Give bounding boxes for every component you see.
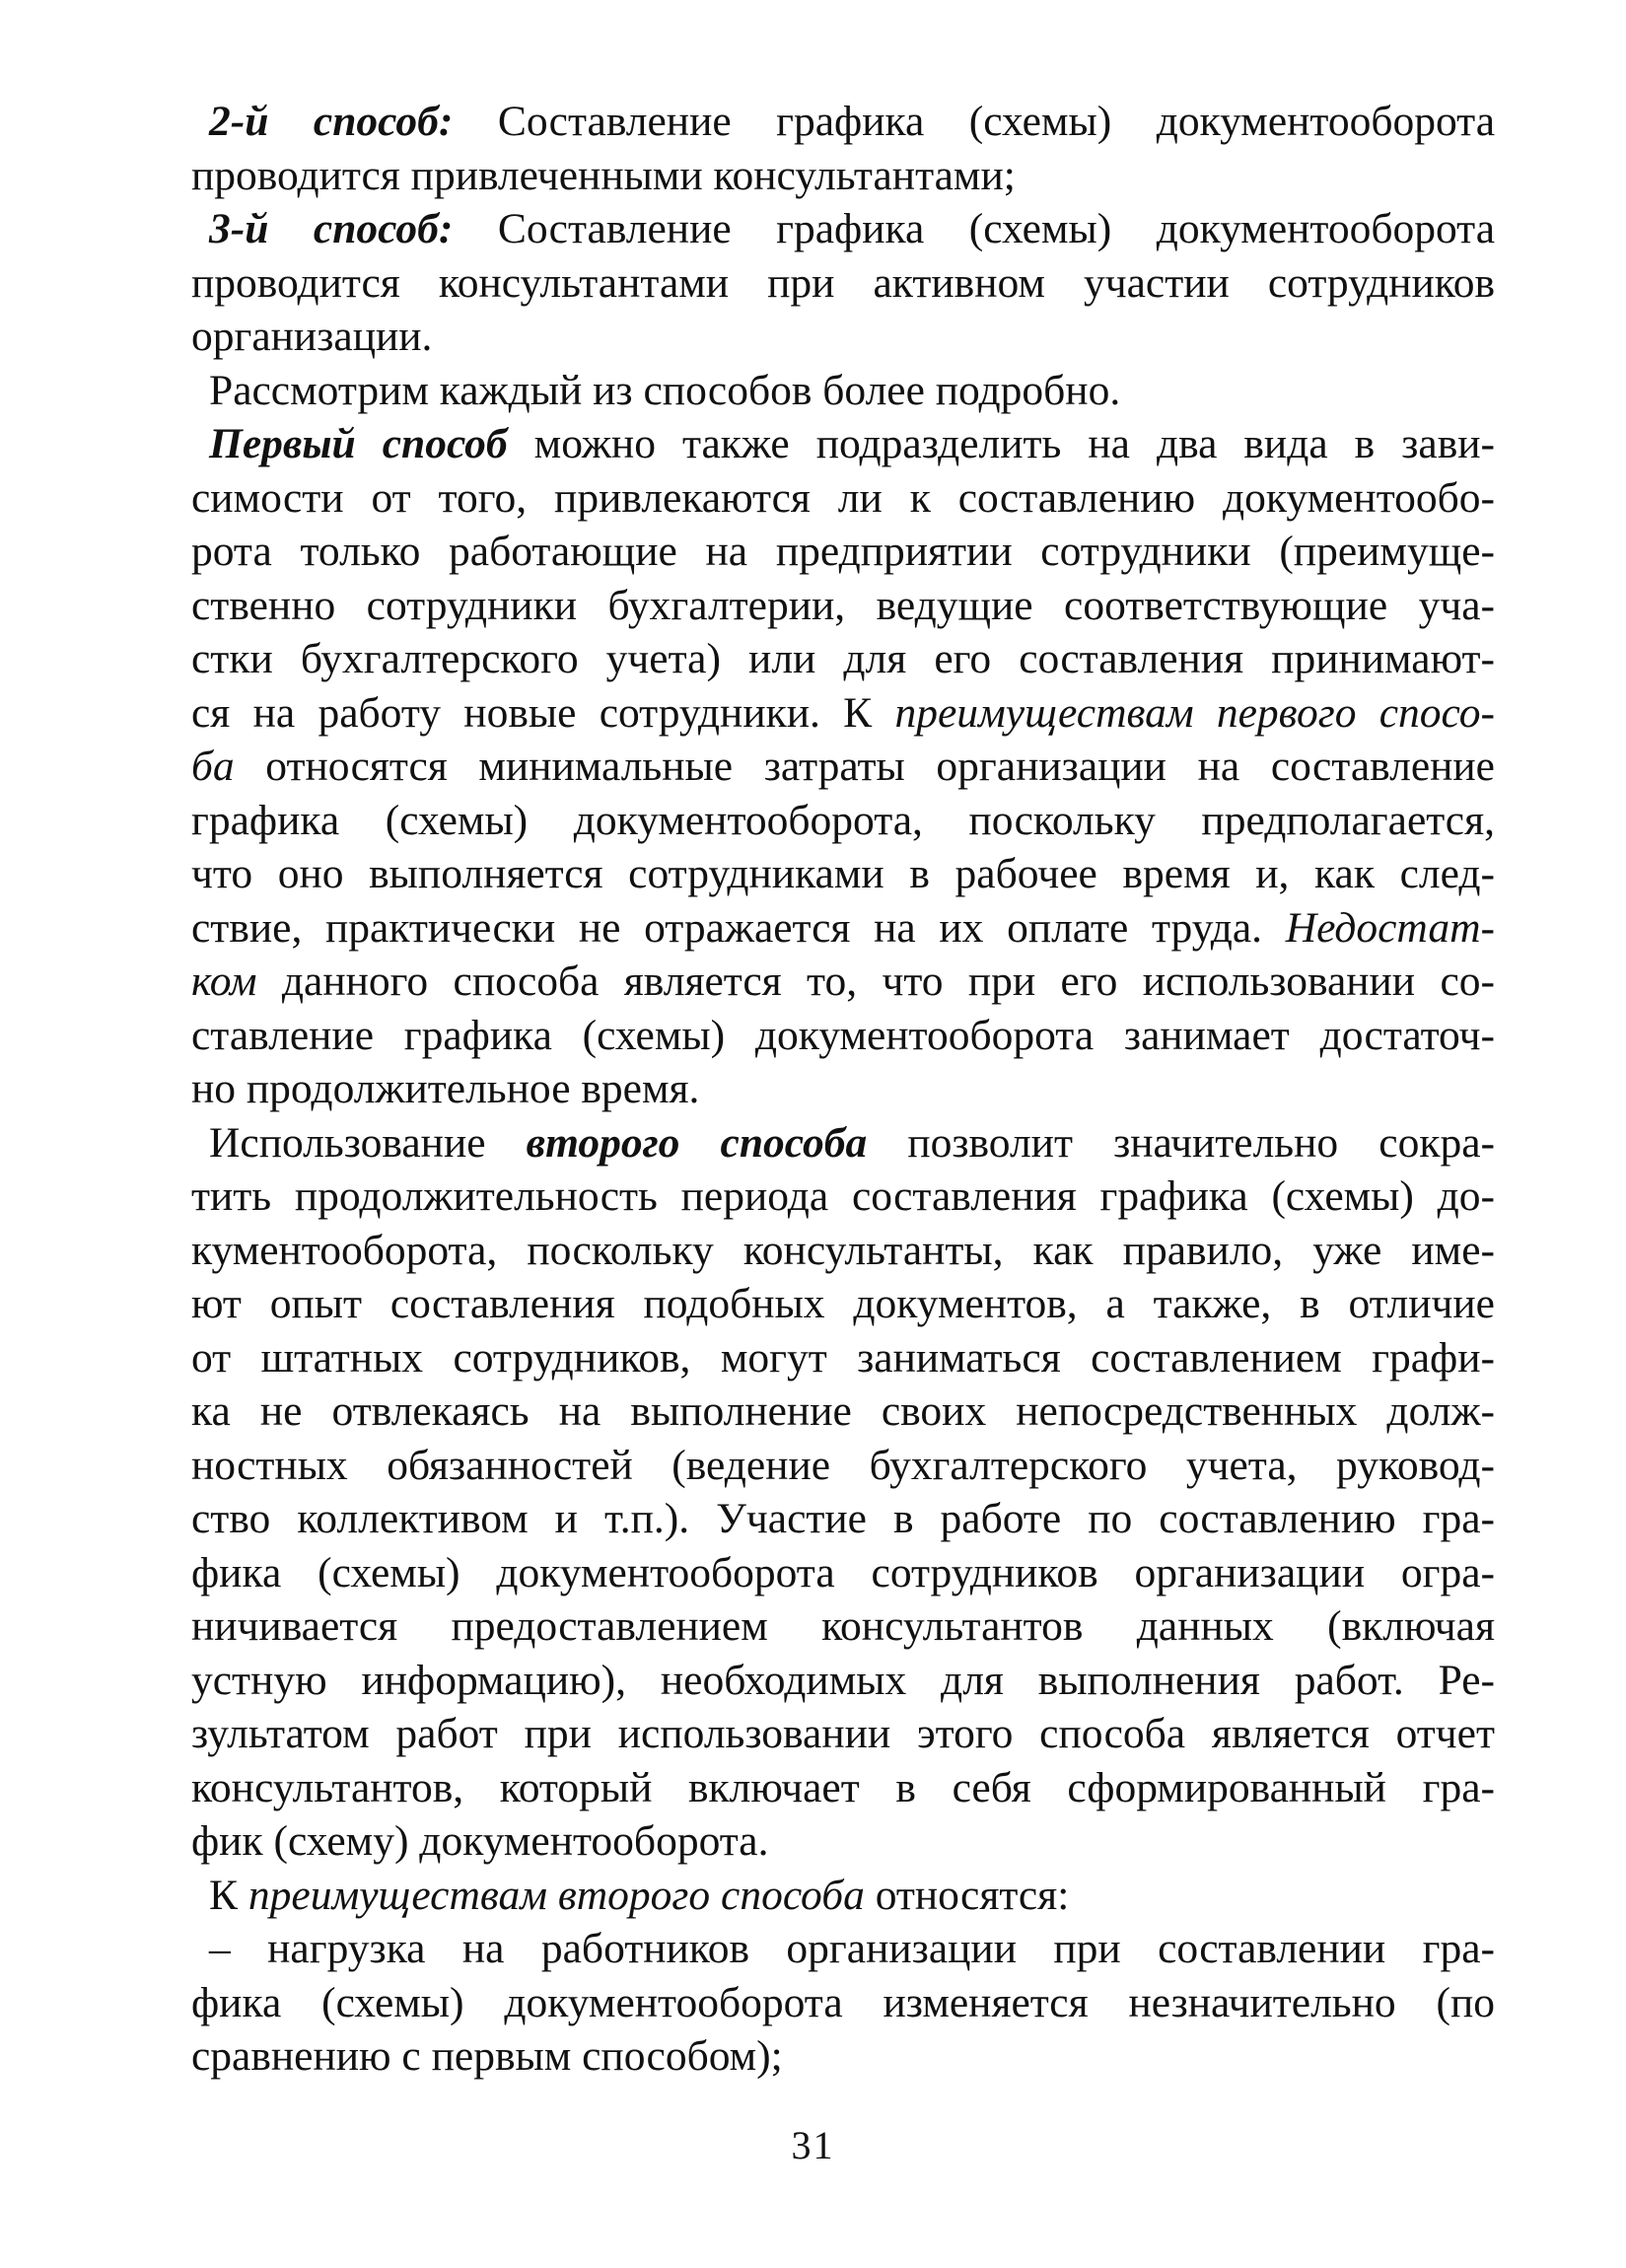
text-run: проводится консультантами при активном участии сотрудников <box>191 258 1495 307</box>
text-line <box>174 256 1495 311</box>
text-line <box>174 686 1495 741</box>
text-run: ют опыт составления подобных документов, а также, в отличие <box>191 1280 1495 1327</box>
text-line <box>174 149 1495 203</box>
paragraph <box>174 1922 1495 2084</box>
text-line <box>174 1009 1495 1063</box>
paragraph <box>174 95 1495 202</box>
text-run: можно также подразделить на два вида в зави- <box>507 420 1495 467</box>
text-run: симости от того, привлекаются ли к составлению документообо- <box>191 473 1495 522</box>
text-line <box>174 1869 1495 1923</box>
text-line <box>174 417 1495 471</box>
text-run: ностных обязанностей (ведение бухгалтерского учета, руковод- <box>191 1441 1495 1489</box>
text-line <box>174 1224 1495 1278</box>
text-run: что оно выполняется сотрудниками в рабочее время и, как след- <box>191 850 1495 897</box>
text-line <box>174 1546 1495 1600</box>
text-run: Составление графика (схемы) документооборота <box>453 205 1495 252</box>
text-run: ка не отвлекаясь на выполнение своих непосредственных долж- <box>191 1387 1495 1435</box>
text-run: рота только работающие на предприятии сотрудники (преимуще- <box>191 528 1495 575</box>
text-line <box>174 1976 1495 2030</box>
emphasis-text: Недостат- <box>1285 903 1495 952</box>
text-line <box>174 901 1495 956</box>
text-run: ствие, практически не отражается на их оплате труда. <box>191 903 1286 952</box>
emphasis-text: Первый способ <box>209 420 508 467</box>
text-run: сравнению с первым способом); <box>191 2032 783 2080</box>
text-run: Составление графика (схемы) документооборота <box>453 98 1495 145</box>
text-line <box>174 2029 1495 2084</box>
text-line <box>174 1654 1495 1708</box>
text-run: зультатом работ при использовании этого способа является отчет <box>191 1710 1495 1757</box>
text-line <box>174 1331 1495 1385</box>
text-run: тить продолжительность периода составления графика (схемы) до- <box>191 1172 1495 1220</box>
text-run: фика (схемы) документооборота сотрудников организации огра- <box>191 1548 1495 1596</box>
paragraph <box>174 417 1495 1116</box>
emphasis-text: ба <box>191 743 235 790</box>
text-line <box>174 1062 1495 1116</box>
text-line <box>174 202 1495 256</box>
text-run: проводится привлеченными консультантами; <box>191 151 1016 199</box>
text-run: Рассмотрим каждый из способов более подробно. <box>209 366 1121 414</box>
text-run: организации. <box>191 313 433 360</box>
emphasis-text: преимуществам второго способа <box>247 1871 865 1919</box>
text-line <box>174 1116 1495 1170</box>
text-line <box>174 794 1495 848</box>
text-line <box>174 1384 1495 1439</box>
text-run: ство коллективом и т.п.). Участие в работе по составлению гра- <box>191 1495 1495 1542</box>
paragraph <box>174 1869 1495 1923</box>
text-run: но продолжительное время. <box>191 1065 700 1112</box>
text-line <box>174 740 1495 794</box>
text-run: ставление графика (схемы) документооборота занимает достаточ- <box>191 1011 1495 1059</box>
paragraph <box>174 364 1495 418</box>
text-run: ственно сотрудники бухгалтерии, ведущие соответствующие уча- <box>191 581 1495 629</box>
text-line <box>174 1169 1495 1224</box>
text-run: Использование <box>209 1118 527 1167</box>
text-line <box>174 1707 1495 1761</box>
text-line <box>174 1761 1495 1815</box>
page-number: 31 <box>791 2123 835 2167</box>
text-run: К <box>209 1871 248 1919</box>
text-run: фика (схемы) документооборота изменяется незначительно (по <box>191 1978 1495 2026</box>
text-run: – нагрузка на работников организации при составлении гра- <box>209 1925 1495 1972</box>
text-run: графика (схемы) документооборота, поскольку предполагается, <box>191 796 1495 844</box>
text-line <box>174 1814 1495 1869</box>
text-line <box>174 364 1495 418</box>
text-line <box>174 847 1495 901</box>
emphasis-text: 2-й способ: <box>209 98 454 145</box>
text-line <box>174 632 1495 686</box>
paragraph <box>174 1116 1495 1869</box>
emphasis-text: ком <box>191 957 257 1005</box>
text-run: относятся: <box>864 1871 1070 1919</box>
text-line <box>174 310 1495 364</box>
text-line <box>174 525 1495 579</box>
emphasis-text: 3-й способ: <box>209 205 454 252</box>
text-run: стки бухгалтерского учета) или для его составления принимают- <box>191 635 1495 682</box>
text-run: ничивается предоставлением консультантов данных (включая <box>191 1602 1495 1650</box>
text-line <box>174 1922 1495 1976</box>
text-line <box>174 1439 1495 1493</box>
text-run: от штатных сотрудников, могут заниматься составлением графи- <box>191 1333 1495 1382</box>
text-run: устную информацию), необходимых для выполнения работ. Ре- <box>191 1656 1495 1704</box>
text-line <box>174 1277 1495 1331</box>
text-line <box>174 1599 1495 1654</box>
body-text <box>174 95 1495 2084</box>
text-run: ся на работу новые сотрудники. К <box>191 688 895 737</box>
emphasis-text: второго способа <box>526 1118 868 1167</box>
text-line <box>174 471 1495 526</box>
text-run: кументооборота, поскольку консультанты, как правило, уже име- <box>191 1226 1495 1274</box>
text-line <box>174 579 1495 633</box>
text-run: относятся минимальные затраты организации на составление <box>234 743 1495 790</box>
text-run: консультантов, который включает в себя сформированный гра- <box>191 1763 1495 1811</box>
emphasis-text: преимуществам первого спосо- <box>894 688 1496 737</box>
text-run: фик (схему) документооборота. <box>191 1817 769 1865</box>
text-run: данного способа является то, что при его использовании со- <box>256 957 1495 1005</box>
paragraph <box>174 202 1495 364</box>
text-line <box>174 1492 1495 1546</box>
text-line <box>174 95 1495 149</box>
text-run: позволит значительно сокра- <box>867 1118 1495 1167</box>
text-line <box>174 955 1495 1009</box>
